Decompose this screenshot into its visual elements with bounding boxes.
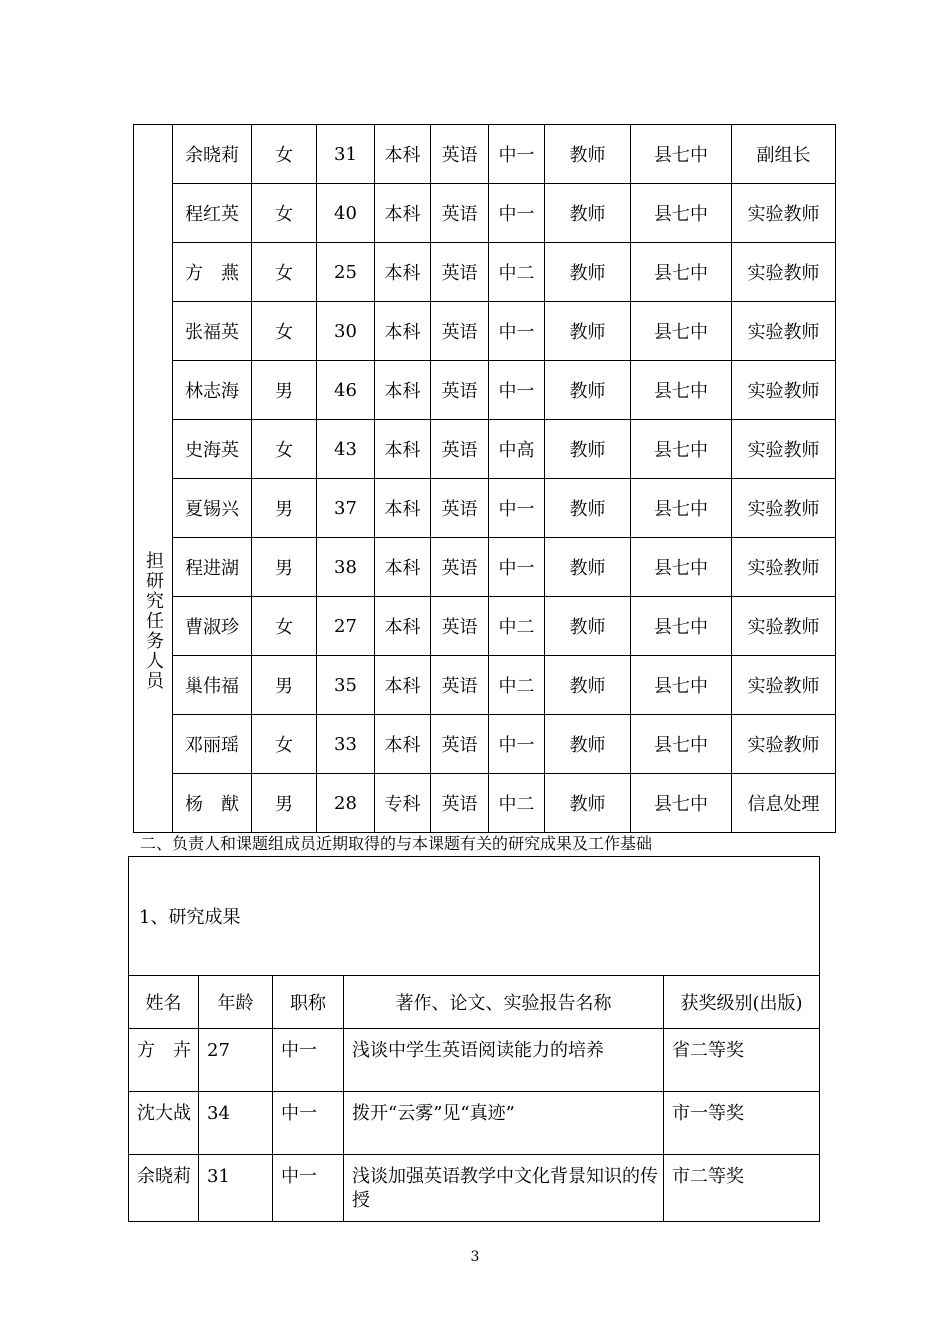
- cell-education: 本科: [375, 597, 431, 656]
- result-title: 中一: [273, 1155, 344, 1222]
- cell-gender: 男: [252, 774, 317, 833]
- cell-title: 中一: [489, 715, 545, 774]
- group-label: 担研究任务人员: [143, 551, 164, 691]
- result-name: 余晓莉: [129, 1155, 199, 1222]
- cell-age: 33: [317, 715, 375, 774]
- cell-unit: 县七中: [631, 597, 732, 656]
- cell-education: 本科: [375, 125, 431, 184]
- cell-role: 实验教师: [732, 479, 836, 538]
- result-name: 沈大战: [129, 1092, 199, 1155]
- staff-row: [134, 243, 836, 302]
- cell-position: 教师: [545, 125, 631, 184]
- cell-name: 程进湖: [173, 538, 252, 597]
- result-work: 浅谈加强英语教学中文化背景知识的传授: [344, 1155, 664, 1222]
- cell-title: 中一: [489, 125, 545, 184]
- cell-age: 43: [317, 420, 375, 479]
- cell-gender: 女: [252, 420, 317, 479]
- cell-gender: 女: [252, 302, 317, 361]
- cell-unit: 县七中: [631, 538, 732, 597]
- cell-unit: 县七中: [631, 420, 732, 479]
- cell-position: 教师: [545, 715, 631, 774]
- staff-row: [134, 715, 836, 774]
- cell-unit: 县七中: [631, 302, 732, 361]
- cell-gender: 女: [252, 597, 317, 656]
- result-award: 省二等奖: [664, 1029, 820, 1092]
- cell-role: 实验教师: [732, 243, 836, 302]
- cell-gender: 男: [252, 479, 317, 538]
- cell-subject: 英语: [431, 715, 489, 774]
- staff-row: [134, 597, 836, 656]
- cell-position: 教师: [545, 361, 631, 420]
- cell-title: 中一: [489, 361, 545, 420]
- result-work: 拨开“云雾”见“真迹”: [344, 1092, 664, 1155]
- cell-position: 教师: [545, 420, 631, 479]
- cell-name: 程红英: [173, 184, 252, 243]
- staff-row: [134, 302, 836, 361]
- cell-gender: 女: [252, 125, 317, 184]
- cell-role: 实验教师: [732, 656, 836, 715]
- cell-unit: 县七中: [631, 479, 732, 538]
- header-work: 著作、论文、实验报告名称: [344, 976, 664, 1029]
- cell-subject: 英语: [431, 538, 489, 597]
- cell-gender: 男: [252, 656, 317, 715]
- cell-name: 林志海: [173, 361, 252, 420]
- cell-age: 46: [317, 361, 375, 420]
- cell-position: 教师: [545, 243, 631, 302]
- cell-role: 副组长: [732, 125, 836, 184]
- staff-row: [134, 125, 836, 184]
- result-work: 浅谈中学生英语阅读能力的培养: [344, 1029, 664, 1092]
- cell-subject: 英语: [431, 479, 489, 538]
- result-title: 中一: [273, 1092, 344, 1155]
- result-award: 市一等奖: [664, 1092, 820, 1155]
- cell-role: 实验教师: [732, 184, 836, 243]
- cell-name: 曹淑珍: [173, 597, 252, 656]
- staff-row: [134, 361, 836, 420]
- cell-gender: 男: [252, 538, 317, 597]
- cell-education: 本科: [375, 302, 431, 361]
- cell-education: 本科: [375, 656, 431, 715]
- results-row: [129, 1155, 820, 1222]
- cell-gender: 女: [252, 184, 317, 243]
- cell-position: 教师: [545, 479, 631, 538]
- results-header-row: [129, 976, 820, 1029]
- cell-age: 28: [317, 774, 375, 833]
- results-table: [128, 856, 820, 1222]
- staff-row: [134, 479, 836, 538]
- cell-title: 中一: [489, 302, 545, 361]
- cell-name: 张福英: [173, 302, 252, 361]
- result-name: 方 卉: [129, 1029, 199, 1092]
- header-age: 年龄: [199, 976, 273, 1029]
- cell-role: 实验教师: [732, 420, 836, 479]
- cell-subject: 英语: [431, 774, 489, 833]
- cell-unit: 县七中: [631, 184, 732, 243]
- cell-age: 27: [317, 597, 375, 656]
- cell-age: 30: [317, 302, 375, 361]
- results-sub-heading: 1、研究成果: [129, 857, 820, 976]
- cell-position: 教师: [545, 597, 631, 656]
- cell-subject: 英语: [431, 302, 489, 361]
- cell-education: 本科: [375, 420, 431, 479]
- role-label-cell: [134, 125, 173, 833]
- cell-age: 38: [317, 538, 375, 597]
- cell-unit: 县七中: [631, 774, 732, 833]
- cell-age: 25: [317, 243, 375, 302]
- cell-title: 中一: [489, 479, 545, 538]
- cell-role: 实验教师: [732, 715, 836, 774]
- cell-unit: 县七中: [631, 243, 732, 302]
- cell-role: 信息处理: [732, 774, 836, 833]
- cell-education: 本科: [375, 243, 431, 302]
- cell-name: 杨 猷: [173, 774, 252, 833]
- cell-role: 实验教师: [732, 538, 836, 597]
- result-age: 31: [199, 1155, 273, 1222]
- results-row: [129, 1029, 820, 1092]
- page-number: 3: [470, 1249, 480, 1265]
- staff-row: [134, 184, 836, 243]
- header-title: 职称: [273, 976, 344, 1029]
- result-age: 34: [199, 1092, 273, 1155]
- cell-gender: 女: [252, 715, 317, 774]
- cell-subject: 英语: [431, 243, 489, 302]
- cell-subject: 英语: [431, 656, 489, 715]
- cell-position: 教师: [545, 184, 631, 243]
- cell-subject: 英语: [431, 125, 489, 184]
- cell-gender: 男: [252, 361, 317, 420]
- cell-name: 邓丽瑶: [173, 715, 252, 774]
- cell-position: 教师: [545, 302, 631, 361]
- cell-position: 教师: [545, 538, 631, 597]
- header-name: 姓名: [129, 976, 199, 1029]
- results-row: [129, 1092, 820, 1155]
- cell-role: 实验教师: [732, 597, 836, 656]
- cell-education: 本科: [375, 184, 431, 243]
- result-award: 市二等奖: [664, 1155, 820, 1222]
- cell-title: 中二: [489, 656, 545, 715]
- cell-name: 方 燕: [173, 243, 252, 302]
- cell-title: 中二: [489, 597, 545, 656]
- staff-row: [134, 538, 836, 597]
- cell-name: 巢伟福: [173, 656, 252, 715]
- cell-education: 本科: [375, 715, 431, 774]
- cell-title: 中二: [489, 243, 545, 302]
- cell-name: 史海英: [173, 420, 252, 479]
- staff-row: [134, 656, 836, 715]
- cell-education: 本科: [375, 538, 431, 597]
- cell-role: 实验教师: [732, 361, 836, 420]
- cell-age: 31: [317, 125, 375, 184]
- result-title: 中一: [273, 1029, 344, 1092]
- result-age: 27: [199, 1029, 273, 1092]
- cell-title: 中高: [489, 420, 545, 479]
- cell-unit: 县七中: [631, 361, 732, 420]
- staff-row: [134, 774, 836, 833]
- cell-education: 本科: [375, 361, 431, 420]
- cell-subject: 英语: [431, 597, 489, 656]
- cell-position: 教师: [545, 656, 631, 715]
- header-award: 获奖级别(出版): [664, 976, 820, 1029]
- cell-subject: 英语: [431, 184, 489, 243]
- cell-unit: 县七中: [631, 715, 732, 774]
- cell-title: 中一: [489, 538, 545, 597]
- cell-name: 余晓莉: [173, 125, 252, 184]
- cell-gender: 女: [252, 243, 317, 302]
- cell-position: 教师: [545, 774, 631, 833]
- cell-education: 专科: [375, 774, 431, 833]
- cell-unit: 县七中: [631, 125, 732, 184]
- cell-unit: 县七中: [631, 656, 732, 715]
- staff-table: [133, 124, 836, 833]
- section-title: 二、负责人和课题组成员近期取得的与本课题有关的研究成果及工作基础: [140, 834, 653, 853]
- cell-age: 40: [317, 184, 375, 243]
- staff-row: [134, 420, 836, 479]
- cell-title: 中一: [489, 184, 545, 243]
- cell-role: 实验教师: [732, 302, 836, 361]
- cell-education: 本科: [375, 479, 431, 538]
- cell-age: 35: [317, 656, 375, 715]
- cell-title: 中二: [489, 774, 545, 833]
- cell-subject: 英语: [431, 361, 489, 420]
- cell-name: 夏锡兴: [173, 479, 252, 538]
- cell-subject: 英语: [431, 420, 489, 479]
- cell-age: 37: [317, 479, 375, 538]
